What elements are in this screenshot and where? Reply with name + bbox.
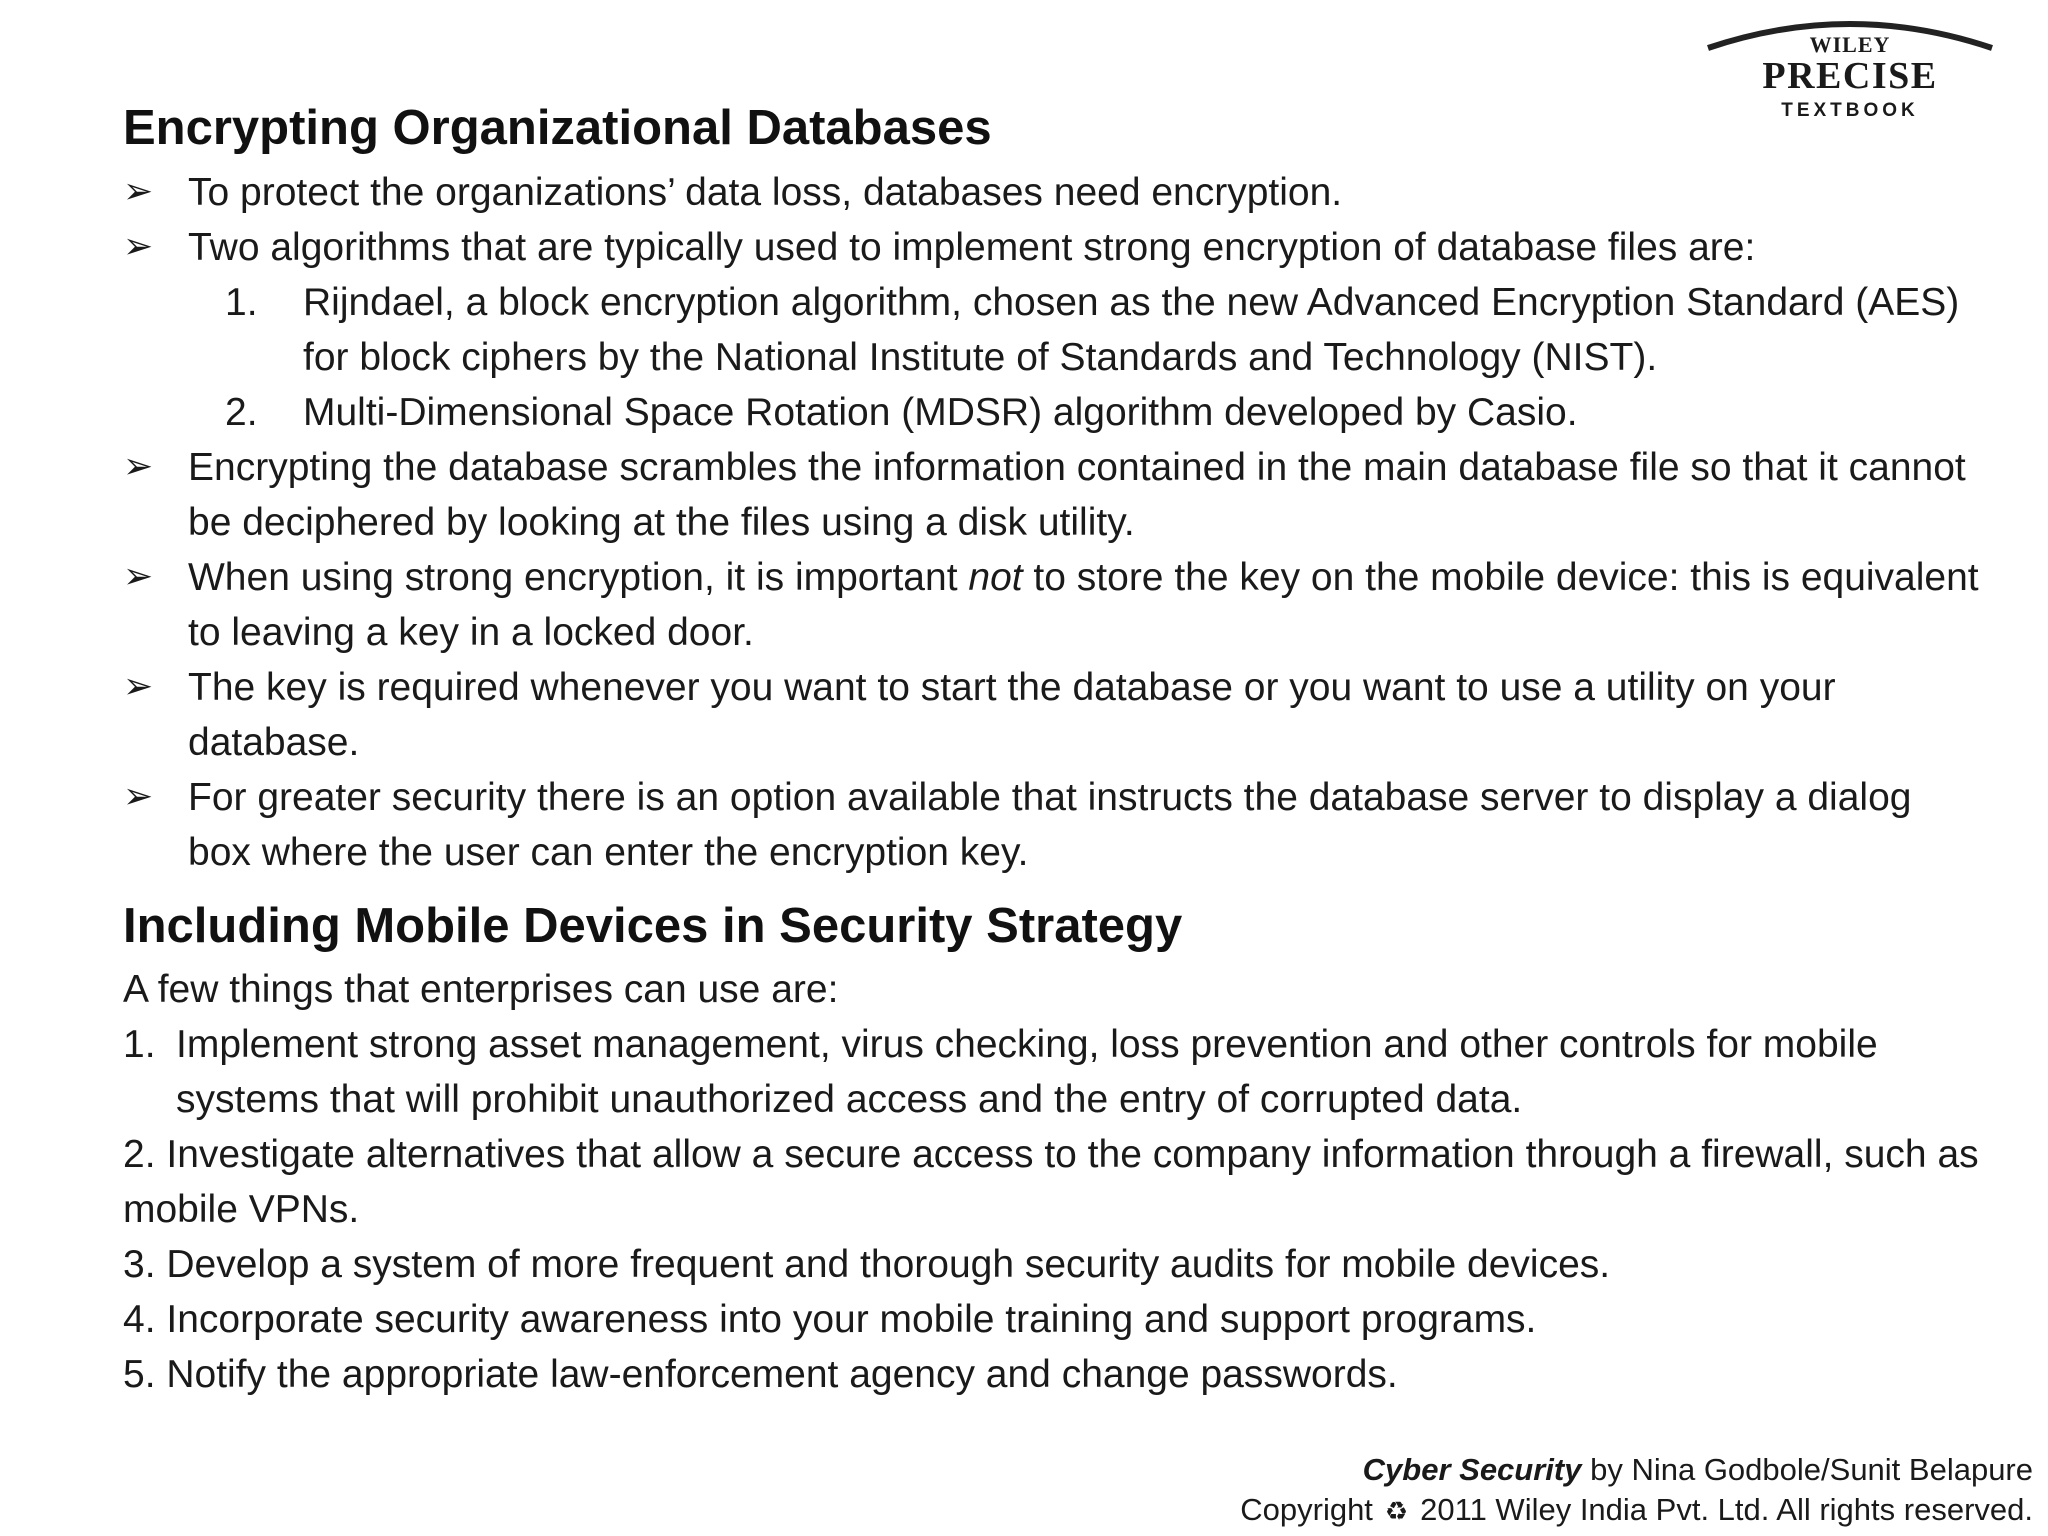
section1-heading: Encrypting Organizational Databases <box>123 101 992 155</box>
item-text: Rijndael, a block encryption algorithm, chosen as the new Advanced Encryption Standard (AES) for block ciphers by the National Institute of Standards and Technology (NIST). <box>303 281 1960 379</box>
bullet-item <box>123 440 1983 550</box>
bullet-item <box>123 660 1983 770</box>
arrow-bullet-icon: ➢ <box>123 225 154 266</box>
list-item: 4. Incorporate security awareness into your mobile training and support programs. <box>123 1298 1537 1341</box>
bullet-text: Two algorithms that are typically used to implement strong encryption of database files are: <box>188 226 1756 269</box>
logo-line: PRECISE <box>1762 55 1938 97</box>
arrow-bullet-icon: ➢ <box>123 775 154 816</box>
arrow-bullet-icon: ➢ <box>123 170 154 211</box>
bullet-item <box>123 165 1983 220</box>
item-text: Implement strong asset management, virus checking, loss prevention and other controls for mobile systems that will prohibit unauthorized access and the entry of corrupted data. <box>176 1023 1878 1121</box>
logo-sub: TEXTBOOK <box>1781 100 1919 121</box>
bullet-text: When using strong encryption, it is important not to store the key on the mobile device: this is equivalent to leaving a key in a locked door. <box>188 556 1979 654</box>
item-number: 2. <box>225 391 258 434</box>
list-item: 2. Investigate alternatives that allow a secure access to the company information through a firewall, such as mobile VPNs. <box>123 1133 1979 1231</box>
emphasis-not: not <box>968 556 1023 599</box>
bullet-item <box>123 770 1983 880</box>
numbered-item <box>225 275 1985 385</box>
book-authors: by Nina Godbole/Sunit Belapure <box>1581 1452 2033 1487</box>
bullet-text: To protect the organizations’ data loss, databases need encryption. <box>188 171 1343 214</box>
arrow-bullet-icon: ➢ <box>123 445 154 486</box>
logo-publisher: WILEY <box>1809 32 1891 57</box>
item-text: Multi-Dimensional Space Rotation (MDSR) algorithm developed by Casio. <box>303 391 1578 434</box>
intro-text: A few things that enterprises can use are: <box>123 968 839 1011</box>
section2-heading: Including Mobile Devices in Security Strategy <box>123 899 1183 953</box>
item-number: 1. <box>225 281 258 324</box>
list-item: 5. Notify the appropriate law-enforcement agency and change passwords. <box>123 1353 1398 1396</box>
bullet-text: For greater security there is an option available that instructs the database server to display a dialog box where the user can enter the encryption key. <box>188 776 1912 874</box>
copyright-icon: ♻ <box>1384 1496 1409 1526</box>
list-item <box>123 1017 1993 1127</box>
bullet-item <box>123 220 1983 275</box>
footer-copyright: Copyright ♻ 2011 Wiley India Pvt. Ltd. All rights reserved. <box>1240 1492 2033 1527</box>
book-title: Cyber Security <box>1362 1452 1582 1487</box>
item-number: 1. <box>123 1023 156 1066</box>
arrow-bullet-icon: ➢ <box>123 665 154 706</box>
list-item: 3. Develop a system of more frequent and thorough security audits for mobile devices. <box>123 1243 1611 1286</box>
footer-book <box>1363 1452 2033 1488</box>
bullet-text: The key is required whenever you want to start the database or you want to use a utility on your database. <box>188 666 1836 764</box>
bullet-text: Encrypting the database scrambles the information contained in the main database file so that it cannot be deciphered by looking at the files using a disk utility. <box>188 446 1966 544</box>
bullet-item <box>123 550 1983 660</box>
wiley-precise-logo <box>1700 10 2000 120</box>
numbered-item <box>225 385 1985 440</box>
arrow-bullet-icon: ➢ <box>123 555 154 596</box>
